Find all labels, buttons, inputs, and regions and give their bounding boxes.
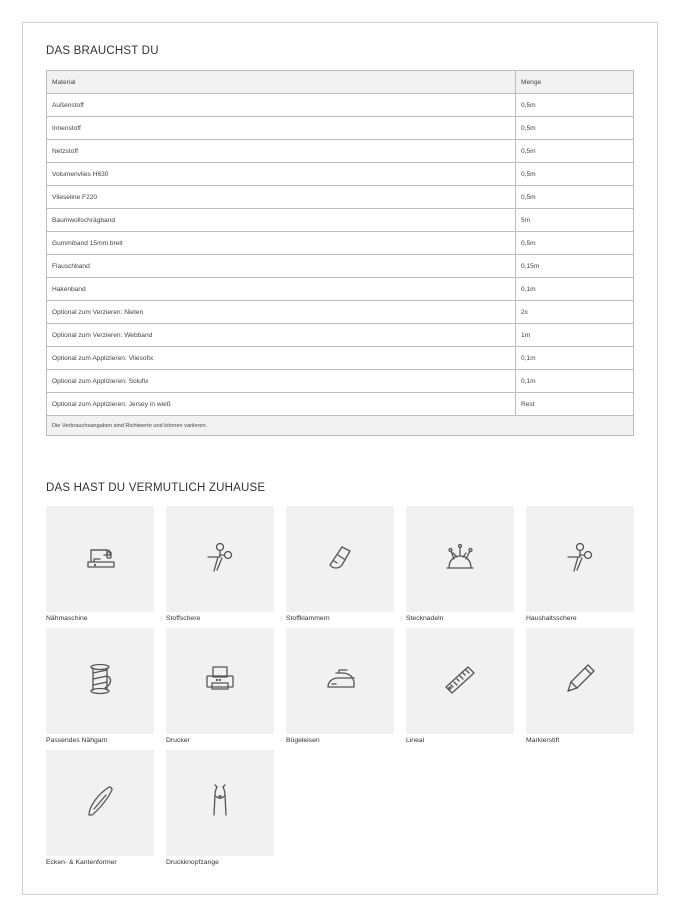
column-header-material: Material [47, 71, 516, 94]
tool-tile [166, 506, 274, 622]
amount-cell: 5m [516, 209, 634, 232]
material-cell: Flauschband [47, 255, 516, 278]
table-header-row [47, 71, 634, 94]
tool-tile [526, 628, 634, 744]
amount-cell: 1m [516, 324, 634, 347]
table-row [47, 140, 634, 163]
thread-spool-icon [80, 659, 120, 704]
tool-tile [166, 628, 274, 744]
table-row [47, 301, 634, 324]
tool-label: Stecknadeln [406, 615, 444, 622]
point-turner-icon [80, 781, 120, 826]
table-row [47, 393, 634, 416]
tool-image [166, 506, 274, 612]
tool-image [406, 628, 514, 734]
pincushion-icon [440, 537, 480, 582]
tool-image [166, 628, 274, 734]
amount-cell: Rest [516, 393, 634, 416]
table-row [47, 209, 634, 232]
tool-label: Stoffschere [166, 615, 201, 622]
material-cell: Optional zum Applizieren: Jersey in weiß [47, 393, 516, 416]
amount-cell: 0,5m [516, 94, 634, 117]
table-row [47, 117, 634, 140]
amount-cell: 0,5m [516, 140, 634, 163]
table-row [47, 255, 634, 278]
material-cell: Vlieseline F220 [47, 186, 516, 209]
tool-image [526, 628, 634, 734]
tool-label: Haushaltsschere [526, 615, 577, 622]
pencil-icon [560, 659, 600, 704]
tool-tile [286, 628, 394, 744]
snap-pliers-icon [200, 781, 240, 826]
scissors-icon [560, 537, 600, 582]
fabric-clip-icon [320, 537, 360, 582]
table-note-row [47, 416, 634, 436]
material-cell: Hakenband [47, 278, 516, 301]
amount-cell: 0,1m [516, 347, 634, 370]
tool-label: Markierstift [526, 737, 560, 744]
tool-label: Passendes Nähgarn [46, 737, 108, 744]
tool-tile [166, 750, 274, 866]
amount-cell: 0,1m [516, 278, 634, 301]
ruler-icon [440, 659, 480, 704]
material-cell: Volumenvlies H630 [47, 163, 516, 186]
tool-image [46, 750, 154, 856]
material-cell: Gummiband 15mm breit [47, 232, 516, 255]
tool-image [46, 506, 154, 612]
section-title-materials: DAS BRAUCHST DU [46, 45, 159, 57]
amount-cell: 0,15m [516, 255, 634, 278]
table-row [47, 94, 634, 117]
material-cell: Außenstoff [47, 94, 516, 117]
table-row [47, 347, 634, 370]
sewing-machine-icon [80, 537, 120, 582]
tool-label: Nähmaschine [46, 615, 88, 622]
tool-label: Stoffklammern [286, 615, 330, 622]
tool-tile [406, 628, 514, 744]
tool-label: Bügeleisen [286, 737, 320, 744]
amount-cell: 0,1m [516, 370, 634, 393]
materials-table [46, 70, 634, 436]
scissors-icon [200, 537, 240, 582]
material-cell: Netzstoff [47, 140, 516, 163]
tool-tile [46, 750, 154, 866]
tool-label: Drucker [166, 737, 190, 744]
table-row [47, 370, 634, 393]
tool-label: Lineal [406, 737, 425, 744]
tool-label: Druckknopfzange [166, 859, 219, 866]
amount-cell: 2x [516, 301, 634, 324]
material-cell: Optional zum Verzieren: Nieten [47, 301, 516, 324]
tool-image [286, 506, 394, 612]
table-row [47, 186, 634, 209]
amount-cell: 0,5m [516, 232, 634, 255]
table-row [47, 324, 634, 347]
table-row [47, 232, 634, 255]
amount-cell: 0,5m [516, 117, 634, 140]
table-row [47, 278, 634, 301]
iron-icon [320, 659, 360, 704]
tool-tile [46, 628, 154, 744]
tool-tile [286, 506, 394, 622]
tool-tile [406, 506, 514, 622]
tool-label: Ecken- & Kantenformer [46, 859, 117, 866]
material-cell: Baumwollschrägband [47, 209, 516, 232]
material-cell: Innenstoff [47, 117, 516, 140]
amount-cell: 0,5m [516, 186, 634, 209]
material-cell: Optional zum Applizieren: Vliesofix [47, 347, 516, 370]
material-cell: Optional zum Verzieren: Webband [47, 324, 516, 347]
column-header-amount: Menge [516, 71, 634, 94]
tool-image [526, 506, 634, 612]
printer-icon [200, 659, 240, 704]
tool-tile [46, 506, 154, 622]
tool-tile [526, 506, 634, 622]
tool-image [166, 750, 274, 856]
amount-cell: 0,5m [516, 163, 634, 186]
tool-image [286, 628, 394, 734]
tool-image [46, 628, 154, 734]
tool-image [406, 506, 514, 612]
usage-note: Die Verbrauchsangaben sind Richtwerte und können variieren. [47, 416, 634, 436]
content-frame [22, 22, 658, 895]
section-title-tools: DAS HAST DU VERMUTLICH ZUHAUSE [46, 482, 266, 494]
material-cell: Optional zum Applizieren: Solufix [47, 370, 516, 393]
table-row [47, 163, 634, 186]
